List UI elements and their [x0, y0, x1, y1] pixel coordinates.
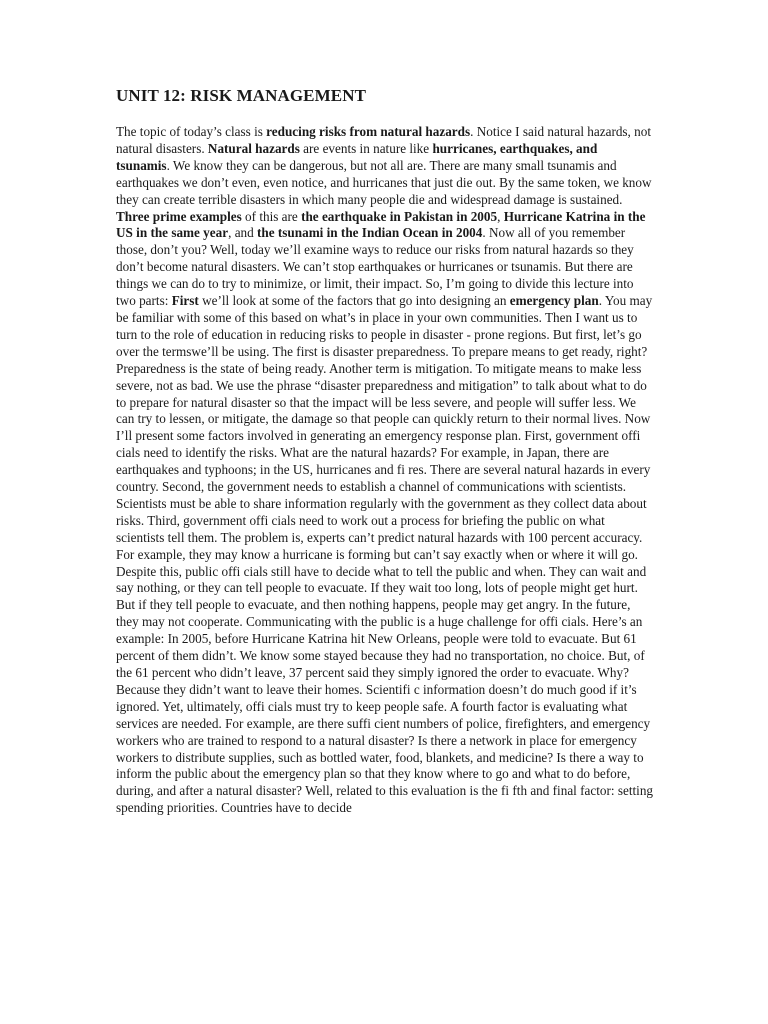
bold-phrase: hurricanes, earthquakes, and tsunamis	[116, 140, 598, 173]
text-run: are events in nature like	[299, 140, 433, 156]
text-run: . We know they can be dangerous, but not all are. There are many small tsunamis and earthquakes we don’t even, even notice, and hurricanes that just die out. By the same token, we know they can create terrible disasters in which many people die and widespread damage is sustained.	[116, 157, 652, 207]
bold-phrase: the earthquake in Pakistan in 2005	[301, 208, 498, 224]
page-title: UNIT 12: RISK MANAGEMENT	[116, 86, 367, 105]
text-run: we’ll look at some of the factors that go into designing an	[198, 293, 510, 309]
text-run: , and	[228, 225, 258, 241]
bold-phrase: emergency plan	[509, 293, 599, 309]
text-run: The topic of today’s class is	[116, 124, 267, 139]
body-paragraph	[116, 124, 654, 817]
bold-phrase: First	[171, 293, 199, 309]
text-run: . You may be familiar with some of this based on what’s in place in your own communities. Then I want us to turn to the role of education in reducing risks to people in disaster - prone regions. But first, let’s go over the termswe’ll be using. The first is disaster preparedness. To prepare means to get ready, right? Preparedness is the state of being ready. Another term is mitigation. To mitigate means to make less severe, not as bad. We use the phrase “disaster preparedness and mitigation” to talk about what to do to prepare for natural disaster so that the impact will be less severe, and people will suffer less. We can try to lessen, or mitigate, the damage so that people can quickly return to their normal lives. Now I’ll present some factors involved in generating an emergency response plan. First, government offi cials need to identify the risks. What are the natural hazards? For example, in Japan, there are earthquakes and typhoons; in the US, hurricanes and fi res. There are several natural hazards in every country. Second, the government needs to establish a channel of communications with scientists. Scientists must be able to share information regularly with the government as they collect data about risks. Third, government offi cials need to work out a process for briefing the public on what scientists tell them. The problem is, experts can’t predict natural hazards with 100 percent accuracy. For example, they may know a hurricane is forming but can’t say exactly when or where it will go. Despite this, public offi cials still have to decide what to tell the public and when. They can wait and say nothing, or they can tell people to evacuate. If they wait too long, lots of people might get hurt. But if they tell people to evacuate, and then nothing happens, people may get angry. In the future, they may not cooperate. Communicating with the public is a huge challenge for offi cials. Here’s an example: In 2005, before Hurricane Katrina hit New Orleans, people were told to evacuate. But 61 percent of them didn’t. We know some stayed because they had no transportation, no choice. But, of the 61 percent who didn’t leave, 37 percent said they simply ignored the order to evacuate. Why? Because they didn’t want to leave their homes. Scientifi c information doesn’t do much good if it’s ignored. Yet, ultimately, offi cials must try to keep people safe. A fourth factor is evaluating what services are needed. For example, are there suffi cient numbers of police, firefighters, and emergency workers who are trained to respond to a natural disaster? Is there a network in place for emergency workers to distribute supplies, such as bottled water, food, blankets, and medicine? Is there a way to inform the public about the emergency plan so that they know where to go and what to do before, during, and after a natural disaster? Well, related to this evaluation is the fi fth and final factor: setting spending priorities. Countries have to decide	[116, 293, 654, 816]
bold-phrase: reducing risks from natural hazards	[266, 124, 471, 139]
document-page	[116, 86, 654, 817]
text-run: ,	[497, 208, 504, 224]
text-run: . Notice I said natural hazards, not natural disasters.	[116, 124, 652, 156]
text-run: . Now all of you remember those, don’t you? Well, today we’ll examine ways to reduce our risks from natural hazards so they don’t become natural disasters. We can’t stop earthquakes or hurricanes or tsunamis. But there are things we can do to try to minimize, or limit, their impact. So, I’m going to divide this lecture into two parts:	[116, 225, 634, 309]
text-run: of this are	[241, 208, 302, 224]
bold-phrase: Natural hazards	[207, 140, 300, 156]
bold-phrase: Three prime examples	[116, 208, 242, 224]
bold-phrase: Hurricane Katrina in the US in the same year	[116, 208, 646, 241]
bold-phrase: the tsunami in the Indian Ocean in 2004	[257, 225, 483, 241]
